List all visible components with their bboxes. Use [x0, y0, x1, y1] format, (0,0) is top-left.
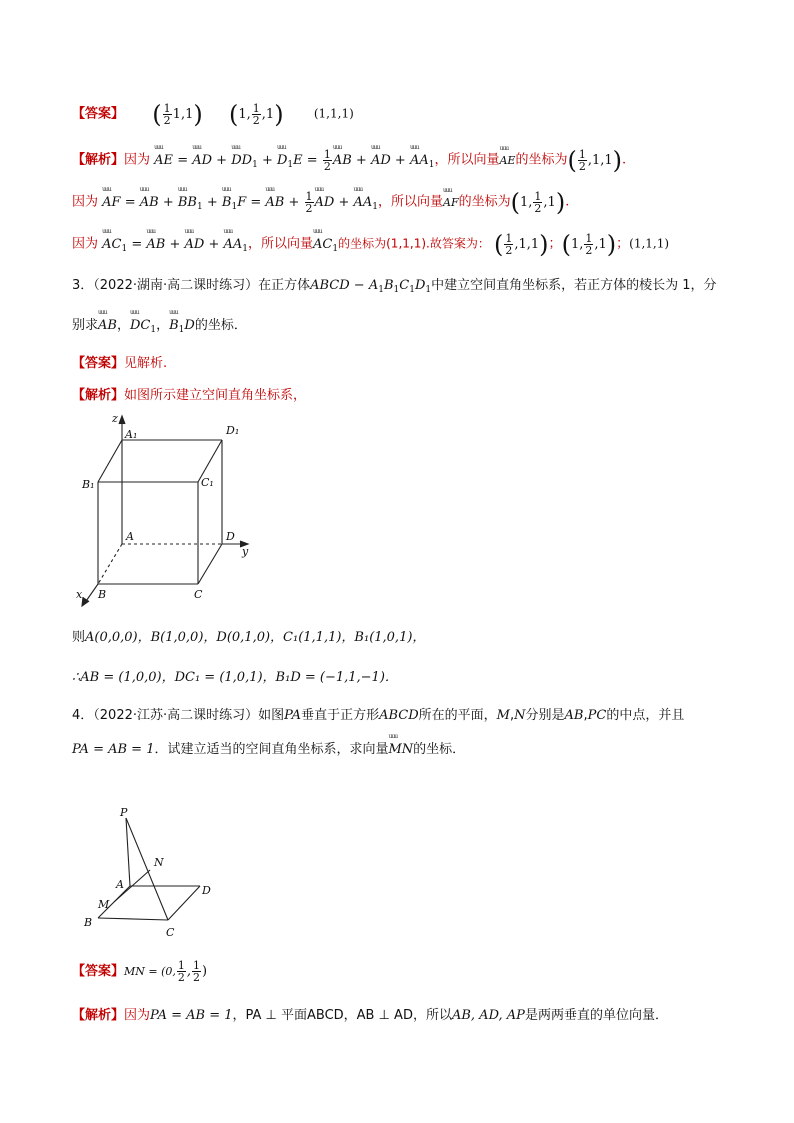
label-d: D	[226, 530, 235, 543]
answer-tag: 【答案】	[72, 106, 125, 122]
vectors-result-line: ∴AB = (1,0,0)，DC₁ = (1,0,1)，B₁D = (−1,1,−1)．	[72, 670, 398, 685]
label-m: M	[98, 898, 110, 911]
question-4-answer: 【答案】MN = (0, $\frac{1}{2}$ , $\frac{1}{2}$ )	[72, 959, 208, 984]
label-a: A	[126, 530, 134, 543]
question-3-answer: 【答案】见解析.	[72, 356, 168, 371]
label-a: A	[116, 878, 124, 891]
label-b: B	[98, 588, 107, 601]
analysis-line-3: 因为 uuu $AC_1$ = uuu AB + uuu AD + uuu $AA_1$，所以向量uuu $AC_1$的坐标为(1,1,1).故答案为： ( $\frac{1}{2}$ ,1,1)；(1, $\frac{1}{2}$ ,1)；(1,1,1)	[72, 230, 669, 258]
analysis-line-2: 因为 uuu AF = uuu AB + uuu $BB_1$ + uuu $B_1F$ = uuu AB + $\frac{1}{2}$ uuu AD + uuu $AA_1$，所以向量uuu AF的坐标为(1, $\frac{1}{2}$ ,1).	[72, 188, 569, 216]
coordinates-line: 则A(0,0,0)，B(1,0,0)，D(0,1,0)，C₁(1,1,1)，B₁(1,0,1)，	[72, 630, 426, 645]
label-y: y	[242, 545, 249, 558]
answer-value-2: (1, $\frac{1}{2}$ ,1)	[229, 100, 284, 128]
pyramid-figure	[78, 800, 238, 950]
label-b: B	[84, 916, 93, 929]
question-4-line-2: PA = AB = 1．试建立适当的空间直角坐标系，求向量uuu MN的坐标．	[72, 738, 465, 757]
label-c: C	[194, 588, 203, 601]
label-c: C	[166, 926, 175, 939]
label-p: P	[120, 806, 128, 819]
question-4-analysis: 【解析】因为PA = AB = 1，PA ⊥ 平面ABCD，AB ⊥ AD，所以AB, AD, AP是两两垂直的单位向量．	[72, 1008, 668, 1023]
label-c1: C₁	[201, 476, 214, 489]
label-n: N	[154, 856, 164, 869]
question-3-line-2: 别求uuu AB，uuu $DC_1$，uuu $B_1D$的坐标．	[72, 314, 247, 335]
label-a1: A₁	[125, 428, 138, 441]
question-4: 4．（2022·江苏·高二课时练习）如图PA垂直于正方形ABCD所在的平面，M,N分别是AB,PC的中点，并且	[72, 708, 685, 723]
label-d: D	[202, 884, 211, 897]
label-d1: D₁	[226, 424, 240, 437]
label-z: z	[112, 412, 118, 425]
analysis-tag: 【解析】	[72, 152, 125, 168]
question-3-analysis: 【解析】如图所示建立空间直角坐标系，	[72, 388, 307, 403]
label-x: x	[76, 588, 83, 601]
answer-line-1	[72, 100, 354, 128]
analysis-line-1: 【解析】因为 uuu AE = uuu AD + uuu $DD_1$ + uuu $D_1E$ = $\frac{1}{2}$ uuu AB + uuu AD + uuu $AA_1$，所以向量uuu AE的坐标为( $\frac{1}{2}$ ,1,1).	[72, 146, 626, 174]
cube-figure	[70, 408, 270, 608]
label-b1: B₁	[82, 478, 95, 491]
question-3: 3．（2022·湖南·高二课时练习）在正方体ABCD − $A_1B_1C_1D_1$中建立空间直角坐标系，若正方体的棱长为 1，分	[72, 278, 717, 295]
answer-value-3: (1,1,1)	[313, 106, 354, 121]
answer-value-1: ( $\frac{1}{2}$ 1,1)	[152, 100, 203, 128]
